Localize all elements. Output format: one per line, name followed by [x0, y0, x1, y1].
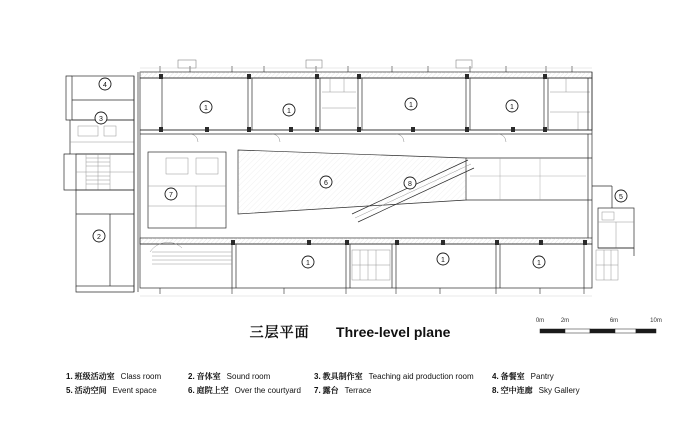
legend-item-1 [66, 371, 188, 382]
scale-tick-6m: 6m [609, 318, 619, 324]
legend-item-2 [188, 371, 314, 382]
plan-marker [405, 98, 417, 110]
plan-marker-label: 1 [409, 102, 413, 109]
legend-item-number: 5. [66, 386, 73, 395]
plan-marker-label: 1 [441, 257, 445, 264]
plan-marker [95, 112, 107, 124]
plan-marker [437, 253, 449, 265]
legend-item-label-cn: 活动空间 [74, 386, 107, 395]
legend-item-number: 2. [188, 372, 195, 381]
plan-marker-label: 2 [97, 234, 101, 241]
legend-item-label-cn: 音体室 [196, 372, 221, 381]
legend-item-number: 4. [492, 372, 499, 381]
legend-item-label-en: Sky Gallery [538, 386, 580, 395]
plan-marker [165, 188, 177, 200]
plan-marker [99, 78, 111, 90]
plan-marker [404, 177, 416, 189]
legend-item-number: 7. [314, 386, 321, 395]
legend-item-5 [66, 385, 188, 396]
legend-item-number: 3. [314, 372, 321, 381]
legend-item-label-cn: 备餐室 [500, 372, 525, 381]
legend-row [66, 371, 642, 382]
legend-item-label-en: Over the courtyard [234, 386, 301, 395]
scale-bar [536, 318, 662, 336]
plan-title-en: Three-level plane [336, 324, 451, 340]
scale-tick-2m: 2m [560, 318, 570, 324]
plan-marker-label: 1 [287, 108, 291, 115]
legend-item-label-cn: 教具制作室 [322, 372, 363, 381]
legend-item-number: 8. [492, 386, 499, 395]
scale-tick-10m: 10m [650, 318, 662, 324]
plan-title-cn: 三层平面 [249, 324, 310, 340]
plan-marker [302, 256, 314, 268]
plan-marker [506, 100, 518, 112]
plan-marker [615, 190, 627, 202]
plan-marker-label: 1 [204, 105, 208, 112]
plan-marker-label: 1 [306, 260, 310, 267]
legend-item-label-en: Teaching aid production room [368, 372, 474, 381]
plan-marker [93, 230, 105, 242]
legend-item-7 [314, 385, 492, 396]
plan-geometry [64, 60, 634, 296]
legend [66, 371, 642, 399]
plan-marker [200, 101, 212, 113]
plan-marker-label: 4 [103, 82, 107, 89]
scale-bar-graphic [536, 328, 662, 336]
legend-item-label-en: Sound room [226, 372, 271, 381]
plan-marker-label: 3 [99, 116, 103, 123]
legend-item-6 [188, 385, 314, 396]
legend-item-4 [492, 371, 612, 382]
legend-item-label-cn: 班级活动室 [74, 372, 115, 381]
legend-item-label-en: Event space [112, 386, 157, 395]
legend-item-number: 1. [66, 372, 73, 381]
legend-item-label-en: Terrace [344, 386, 372, 395]
plan-marker-label: 1 [537, 260, 541, 267]
plan-marker [320, 176, 332, 188]
plan-marker-label: 8 [408, 181, 412, 188]
legend-item-label-cn: 露台 [322, 386, 339, 395]
plan-marker [533, 256, 545, 268]
legend-item-label-cn: 庭院上空 [196, 386, 229, 395]
plan-marker-label: 7 [169, 192, 173, 199]
legend-item-label-cn: 空中连廊 [500, 386, 533, 395]
legend-item-8 [492, 385, 612, 396]
legend-item-3 [314, 371, 492, 382]
legend-item-label-en: Pantry [530, 372, 554, 381]
scale-bar-labels [536, 318, 662, 328]
plan-marker-label: 5 [619, 194, 623, 201]
plan-marker-label: 6 [324, 180, 328, 187]
legend-row [66, 385, 642, 396]
plan-marker-label: 1 [510, 104, 514, 111]
legend-item-label-en: Class room [120, 372, 162, 381]
scale-tick-0m: 0m [535, 318, 545, 324]
legend-item-number: 6. [188, 386, 195, 395]
plan-marker [283, 104, 295, 116]
